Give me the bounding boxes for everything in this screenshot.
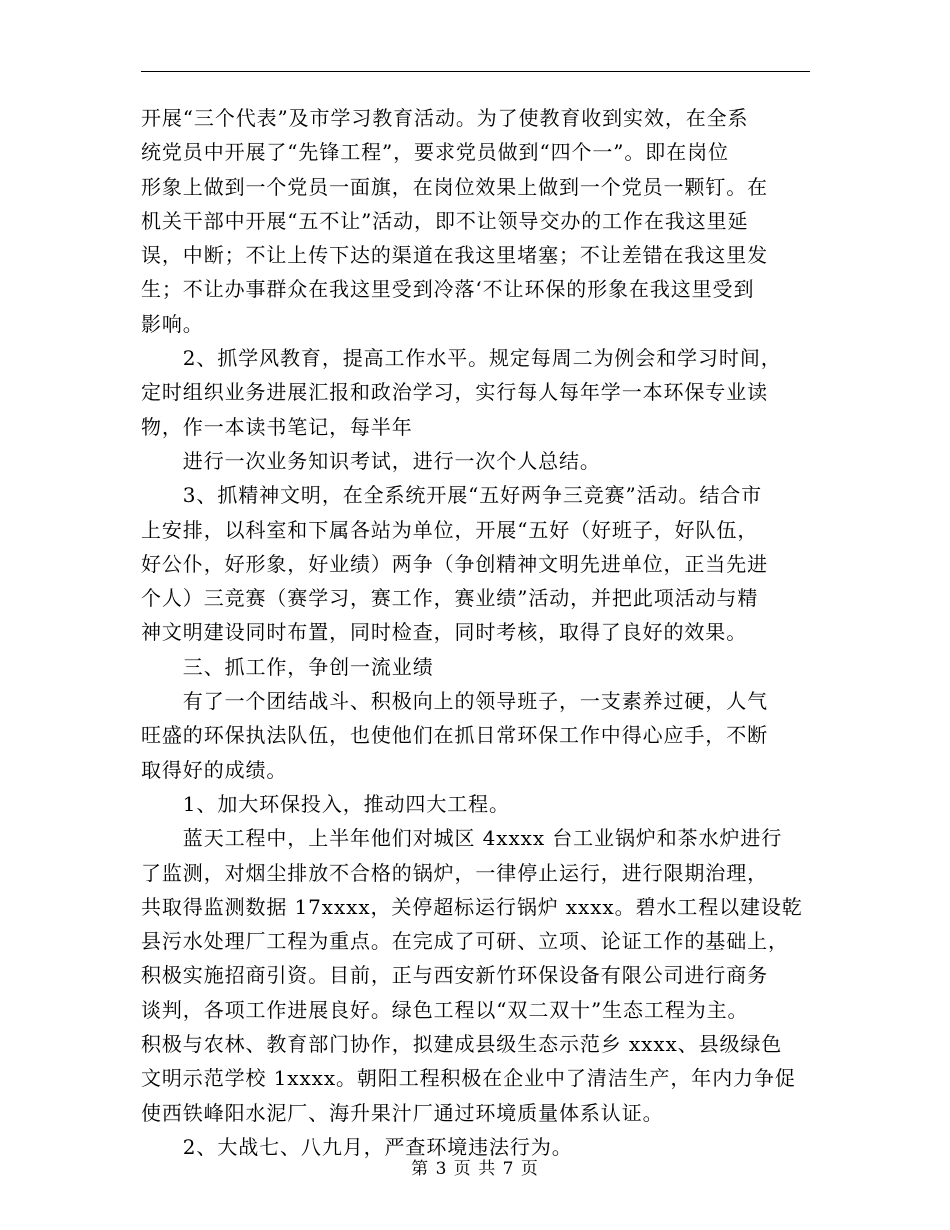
text-line: 谈判，各项工作进展良好。绿色工程以“双二双十”生态工程为主。 <box>141 997 749 1022</box>
text-line: 个人）三竞赛（赛学习，赛工作，赛业绩”活动，并把此项活动与精 <box>141 586 759 611</box>
text-line: 旺盛的环保执法队伍，也使他们在抓日常环保工作中得心应手，不断 <box>141 723 768 748</box>
text-line: 2、大战七、八九月，严查环境违法行为。 <box>141 1134 573 1159</box>
text-line: 了监测，对烟尘排放不合格的锅炉，一律停止运行，进行限期治理， <box>141 860 768 885</box>
text-line: 积极与农林、教育部门协作，拟建成县级生态示范乡 xxxx、县级绿色 <box>141 1032 783 1057</box>
text-line: 影响。 <box>141 311 204 336</box>
text-line: 生；不让办事群众在我这里受到冷落‘不让环保的形象在我这里受到 <box>141 277 755 302</box>
text-line: 进行一次业务知识考试，进行一次个人总结。 <box>141 448 601 473</box>
text-line: 共取得监测数据 17xxxx，关停超标运行锅炉 xxxx。碧水工程以建设乾 <box>141 894 803 919</box>
text-line: 取得好的成绩。 <box>141 757 288 782</box>
text-line: 统党员中开展了“先锋工程”，要求党员做到“四个一”。即在岗位 <box>141 140 729 165</box>
text-line: 物，作一本读书笔记，每半年 <box>141 414 413 439</box>
text-line: 县污水处理厂工程为重点。在完成了可研、立项、论证工作的基础上， <box>141 929 789 954</box>
text-line: 积极实施招商引资。目前，正与西安新竹环保设备有限公司进行商务 <box>141 963 768 988</box>
text-line: 误，中断；不让上传下达的渠道在我这里堵塞；不让差错在我这里发 <box>141 243 768 268</box>
text-line: 使西铁峰阳水泥厂、海升果汁厂通过环境质量体系认证。 <box>141 1100 664 1125</box>
header-rule <box>141 71 810 72</box>
document-body <box>141 101 813 1164</box>
text-line: 蓝天工程中，上半年他们对城区 4xxxx 台工业锅炉和茶水炉进行 <box>141 826 783 851</box>
text-line: 3、抓精神文明，在全系统开展“五好两争三竞赛”活动。结合市 <box>141 483 763 508</box>
text-line: 文明示范学校 1xxxx。朝阳工程积极在企业中了清洁生产，年内力争促 <box>141 1066 796 1091</box>
text-line: 有了一个团结战斗、积极向上的领导班子，一支素养过硬，人气 <box>141 689 768 714</box>
text-line: 开展“三个代表”及市学习教育活动。为了使教育收到实效，在全系 <box>141 106 749 130</box>
text-line: 1、加大环保投入，推动四大工程。 <box>141 791 510 816</box>
section-heading: 三、抓工作，争创一流业绩 <box>141 654 434 679</box>
text-line: 机关干部中开展“五不让”活动，即不让领导交办的工作在我这里延 <box>141 208 749 233</box>
text-line: 好公仆，好形象，好业绩）两争（争创精神文明先进单位，正当先进 <box>141 551 768 576</box>
text-line: 神文明建设同时布置，同时检查，同时考核，取得了良好的效果。 <box>141 620 748 645</box>
text-line: 上安排，以科室和下属各站为单位，开展“五好（好班子，好队伍， <box>141 517 759 542</box>
text-line: 形象上做到一个党员一面旗，在岗位效果上做到一个党员一颗钉。在 <box>141 174 768 199</box>
page-number-footer: 第 3 页 共 7 页 <box>411 1159 539 1179</box>
text-line: 定时组织业务进展汇报和政治学习，实行每人每年学一本环保专业读 <box>141 380 768 405</box>
text-line: 2、抓学风教育，提高工作水平。规定每周二为例会和学习时间， <box>141 346 782 371</box>
